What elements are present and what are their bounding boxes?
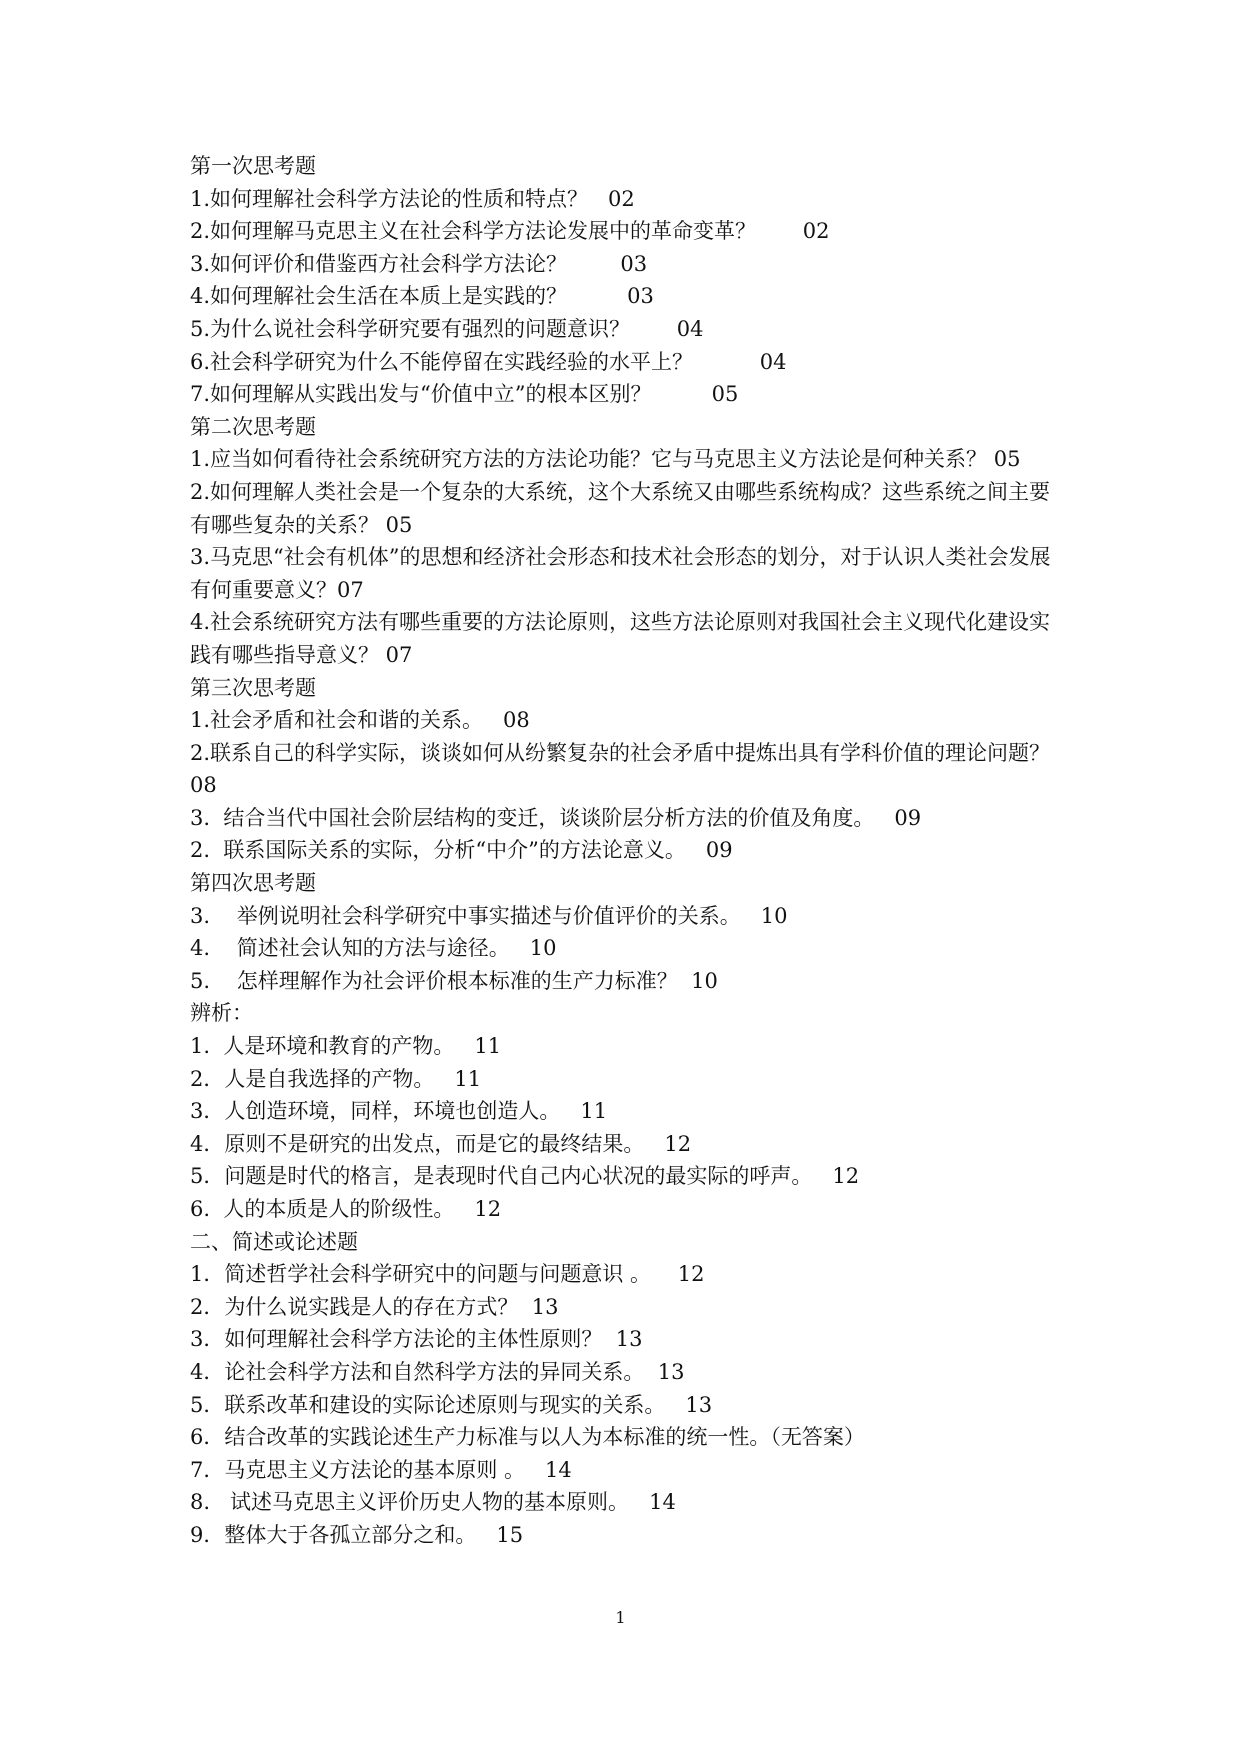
section-heading: 二、简述或论述题 <box>190 1229 358 1254</box>
question-item: 2．为什么说实践是人的存在方式？ 13 <box>190 1294 559 1319</box>
question-item: 1．简述哲学社会科学研究中的问题与问题意识 。 12 <box>190 1262 705 1287</box>
question-item: 5．联系改革和建设的实际论述原则与现实的关系。 13 <box>190 1392 713 1417</box>
question-item: 4．论社会科学方法和自然科学方法的异同关系。 13 <box>190 1359 685 1384</box>
question-item: 9．整体大于各孤立部分之和。 15 <box>190 1522 524 1547</box>
question-item: 2. 联系国际关系的实际，分析“中介”的方法论意义。 09 <box>190 838 733 863</box>
section-heading: 第一次思考题 <box>190 154 316 178</box>
question-item: 3. 结合当代中国社会阶层结构的变迁，谈谈阶层分析方法的价值及角度。 09 <box>190 805 922 830</box>
question-item: 7．马克思主义方法论的基本原则 。 14 <box>190 1457 572 1482</box>
question-item: 3．如何理解社会科学方法论的主体性原则？ 13 <box>190 1327 643 1352</box>
question-item: 1.应当如何看待社会系统研究方法的方法论功能？它与马克思主义方法论是何种关系？ 05 <box>190 447 1021 472</box>
question-item: 4.社会系统研究方法有哪些重要的方法论原则，这些方法论原则对我国社会主义现代化建设实践有哪些指导意义？ 07 <box>190 610 1051 667</box>
question-item: 1. 人是环境和教育的产物。 11 <box>190 1034 502 1059</box>
question-item: 3．人创造环境，同样，环境也创造人。 11 <box>190 1099 608 1124</box>
question-item: 1.社会矛盾和社会和谐的关系。 08 <box>190 708 530 733</box>
question-item: 6. 人的本质是人的阶级性。 12 <box>190 1197 502 1221</box>
question-item: 4．原则不是研究的出发点，而是它的最终结果。 12 <box>190 1131 692 1156</box>
question-item: 3.马克思“社会有机体”的思想和经济社会形态和技术社会形态的划分，对于认识人类社会发展有何重要意义？07 <box>190 545 1051 602</box>
question-item: 2.如何理解人类社会是一个复杂的大系统，这个大系统又由哪些系统构成？这些系统之间主要有哪些复杂的关系？ 05 <box>190 479 1051 537</box>
question-item: 2.联系自己的科学实际，谈谈如何从纷繁复杂的社会矛盾中提炼出具有学科价值的理论问题？ 08 <box>190 740 1051 798</box>
question-item: 3. 举例说明社会科学研究中事实描述与价值评价的关系。 10 <box>190 903 788 928</box>
question-item: 7.如何理解从实践出发与“价值中立”的根本区别？ 05 <box>190 382 739 407</box>
question-item: 6.社会科学研究为什么不能停留在实践经验的水平上？ 04 <box>190 349 787 374</box>
question-item: 6．结合改革的实践论述生产力标准与以人为本标准的统一性。（无答案） <box>190 1425 865 1450</box>
question-item: 2．人是自我选择的产物。 11 <box>190 1066 482 1091</box>
section-heading: 辨析： <box>190 1001 253 1026</box>
document-body <box>190 150 1070 1552</box>
section-heading: 第四次思考题 <box>190 871 316 896</box>
page-number: 1 <box>615 1608 626 1627</box>
section-heading: 第二次思考题 <box>190 414 316 439</box>
question-item: 3.如何评价和借鉴西方社会科学方法论？ 03 <box>190 251 648 276</box>
question-item: 5. 怎样理解作为社会评价根本标准的生产力标准？ 10 <box>190 968 718 993</box>
question-item: 4. 简述社会认知的方法与途径。 10 <box>190 936 557 961</box>
question-item: 1.如何理解社会科学方法论的性质和特点？ 02 <box>190 186 635 211</box>
question-item: 5.为什么说社会科学研究要有强烈的问题意识？ 04 <box>190 316 704 341</box>
question-item: 4.如何理解社会生活在本质上是实践的？ 03 <box>190 284 654 309</box>
question-item: 5．问题是时代的格言，是表现时代自己内心状况的最实际的呼声。 12 <box>190 1164 860 1189</box>
section-heading: 第三次思考题 <box>190 675 316 700</box>
question-item: 8. 试述马克思主义评价历史人物的基本原则。 14 <box>190 1490 676 1515</box>
question-item: 2.如何理解马克思主义在社会科学方法论发展中的革命变革？ 02 <box>190 219 830 244</box>
